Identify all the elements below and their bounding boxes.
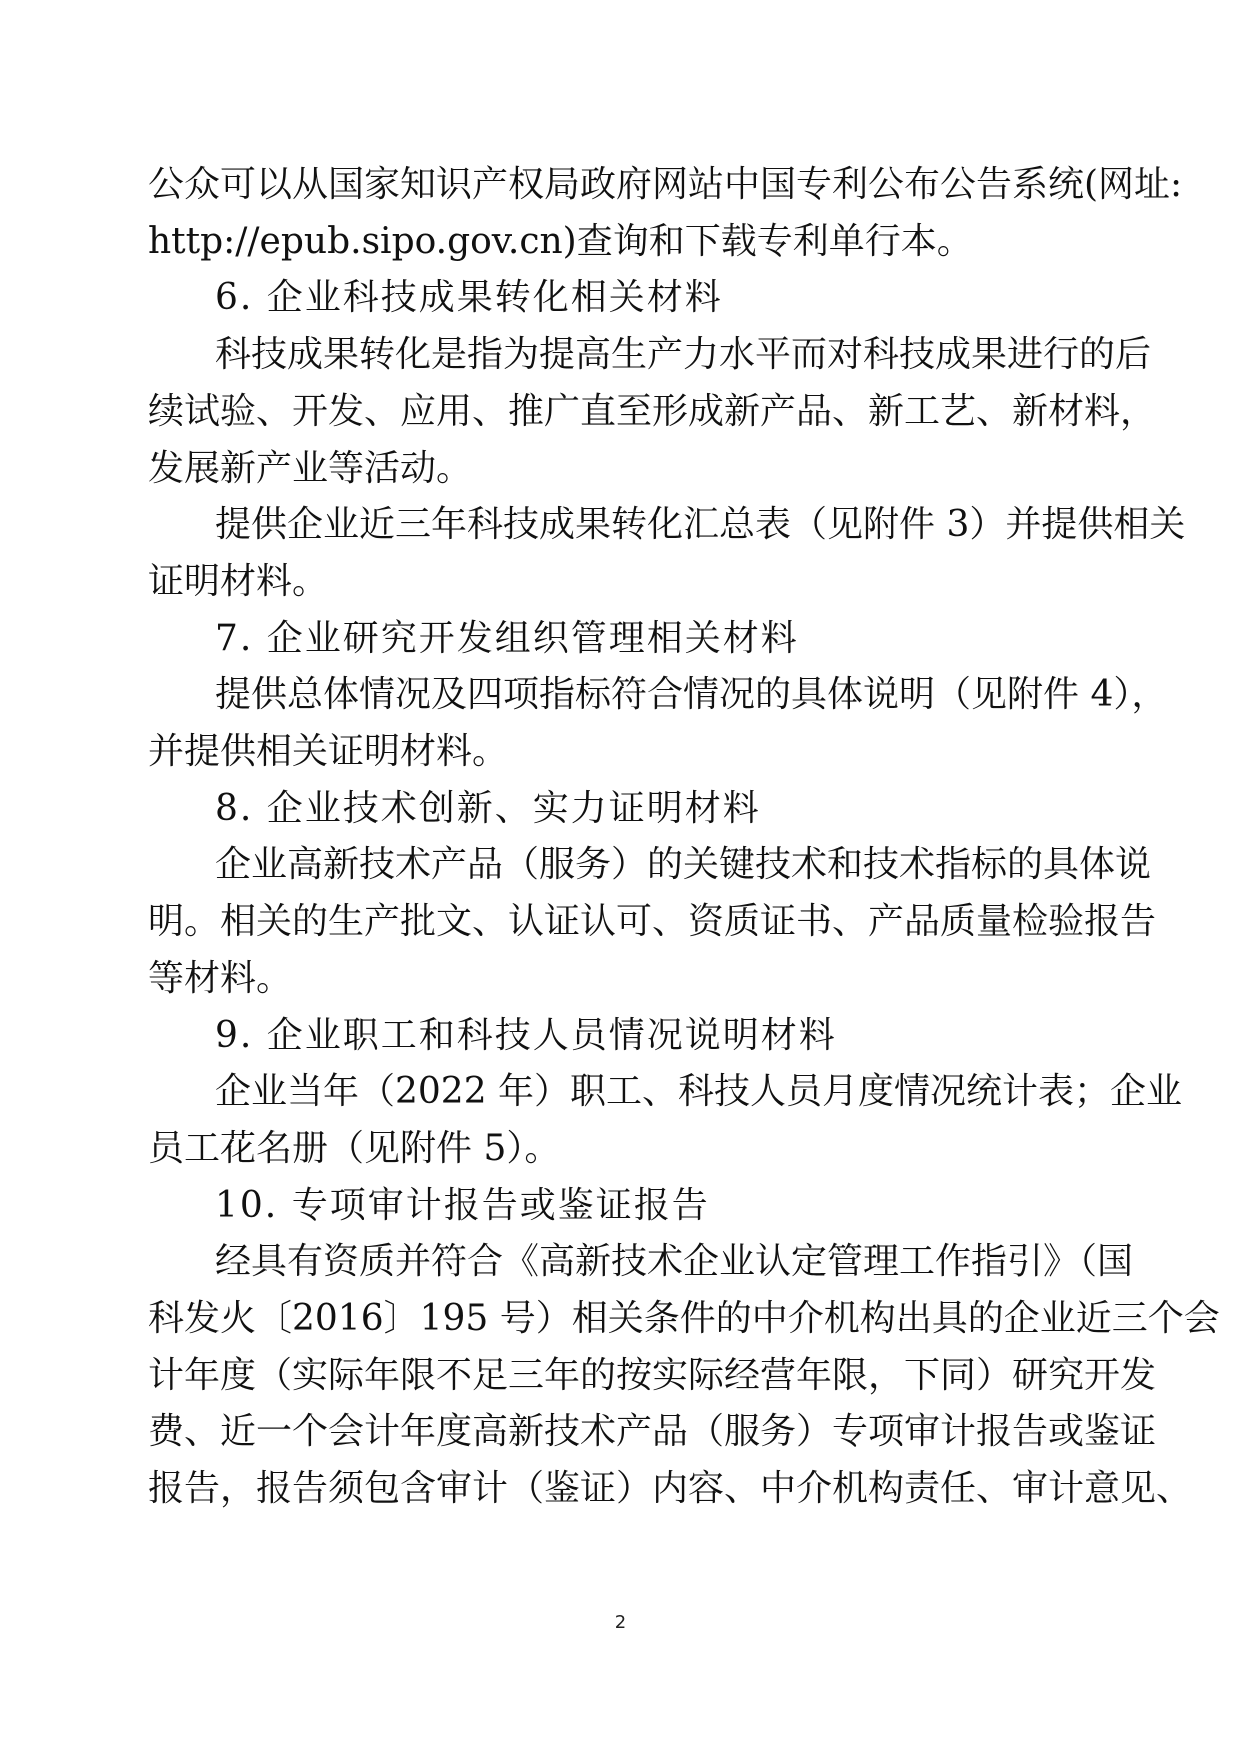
paragraph-line: 计年度（实际年限不足三年的按实际经营年限，下同）研究开发 (148, 1354, 1157, 1396)
section-heading: 7. 企业研究开发组织管理相关材料 (215, 617, 799, 659)
paragraph-line: 企业高新技术产品（服务）的关键技术和技术指标的具体说 (215, 844, 1152, 886)
paragraph-line: 科技成果转化是指为提高生产力水平而对科技成果进行的后 (215, 334, 1152, 376)
paragraph-line: 企业当年（2022 年）职工、科技人员月度情况统计表；企业 (215, 1071, 1183, 1113)
paragraph-line: 明。相关的生产批文、认证认可、资质证书、产品质量检验报告 (148, 901, 1157, 943)
paragraph-line: 发展新产业等活动。 (148, 447, 473, 489)
section-heading: 9. 企业职工和科技人员情况说明材料 (215, 1014, 837, 1056)
section-heading: 10. 专项审计报告或鉴证报告 (215, 1184, 710, 1226)
paragraph-line: 公众可以从国家知识产权局政府网站中国专利公布公告系统(网址: (148, 164, 1183, 205)
paragraph-line: 提供总体情况及四项指标符合情况的具体说明（见附件 4）， (215, 674, 1168, 716)
paragraph-line: 提供企业近三年科技成果转化汇总表（见附件 3）并提供相关 (215, 504, 1186, 546)
paragraph-line: 并提供相关证明材料。 (148, 731, 509, 772)
paragraph-line: 经具有资质并符合《高新技术企业认定管理工作指引》（国 (215, 1241, 1134, 1283)
section-heading: 6. 企业科技成果转化相关材料 (215, 277, 723, 319)
section-heading: 8. 企业技术创新、实力证明材料 (215, 787, 761, 829)
page-number: 2 (614, 1612, 627, 1633)
paragraph-line: http://epub.sipo.gov.cn)查询和下载专利单行本。 (148, 220, 973, 262)
paragraph-line: 报告，报告须包含审计（鉴证）内容、中介机构责任、审计意见、 (148, 1468, 1193, 1510)
paragraph-line: 科发火〔2016〕195 号）相关条件的中介机构出具的企业近三个会 (148, 1298, 1220, 1339)
paragraph-line: 等材料。 (148, 957, 293, 999)
paragraph-line: 员工花名册（见附件 5）。 (148, 1127, 561, 1169)
paragraph-line: 续试验、开发、应用、推广直至形成新产品、新工艺、新材料， (148, 390, 1157, 432)
paragraph-line: 证明材料。 (148, 560, 329, 602)
paragraph-line: 费、近一个会计年度高新技术产品（服务）专项审计报告或鉴证 (148, 1411, 1157, 1453)
